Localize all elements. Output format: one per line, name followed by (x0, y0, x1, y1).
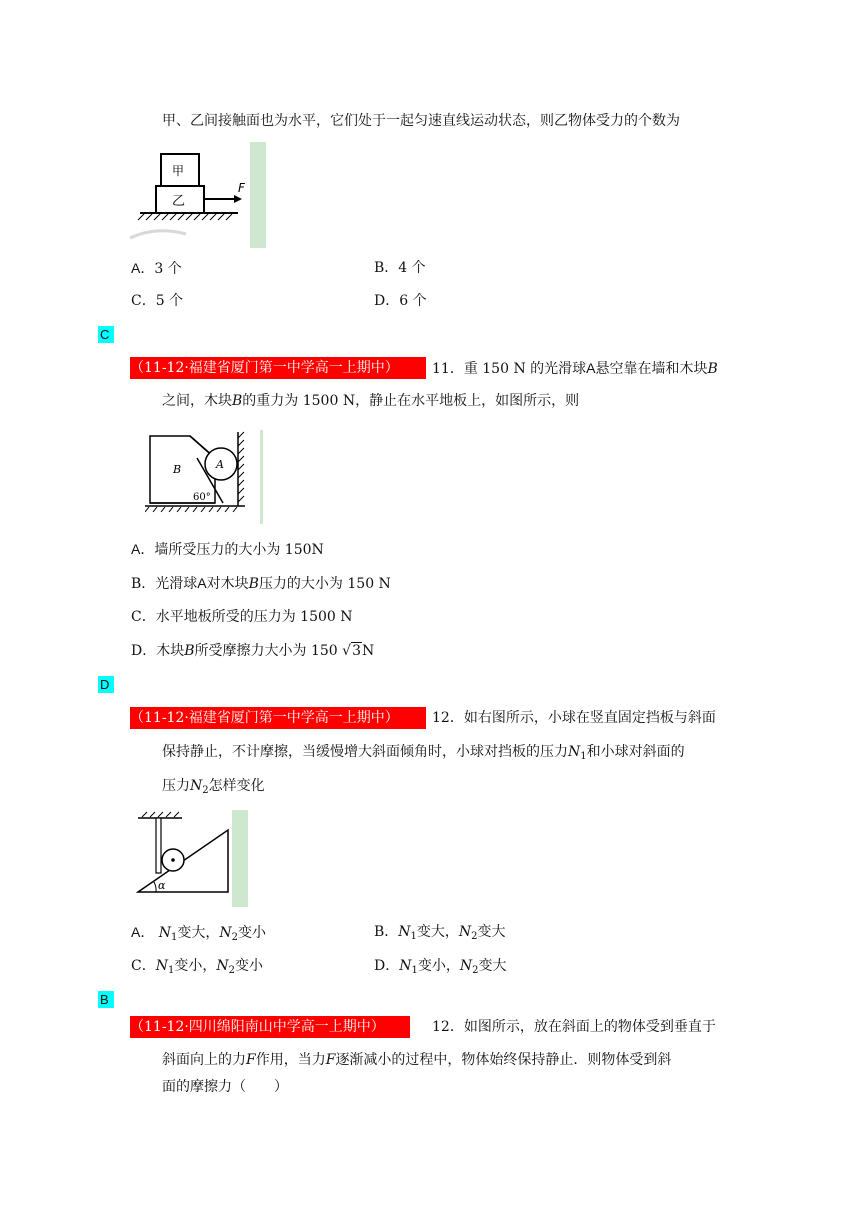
sqrt-symbol: √ (342, 643, 352, 659)
q12a-option-a: A． $N_1$变大，$N_2$变小 (131, 924, 267, 943)
q11-option-b: B．光滑球A对木块B压力的大小为 150 N (131, 575, 391, 592)
q12a-line1: 12．如右图所示，小球在竖直固定挡板与斜面 (432, 710, 716, 726)
q11-line2: 之间，木块B的重力为 1500 N，静止在水平地板上，如图所示，则 (162, 393, 580, 409)
q12a-option-d: D．$N_1$变小，$N_2$变大 (374, 958, 507, 976)
q11-source-tag: （11-12·福建省厦门第一中学高一上期中） (130, 357, 426, 379)
q12a-answer-badge: B (98, 991, 114, 1008)
label-yi: 乙 (172, 194, 186, 209)
q10-option-c: C．5 个 (131, 293, 184, 309)
q11-line1: 11．重 150 N 的光滑球A悬空靠在墙和木块B (432, 360, 718, 377)
q12b-line1: 12．如图所示，放在斜面上的物体受到垂直于 (432, 1019, 716, 1035)
q11-answer-badge: D (98, 676, 114, 693)
label-angle-60: 60° (193, 492, 211, 503)
q12a-option-c: C．$N_1$变小，$N_2$变小 (131, 958, 263, 976)
q12b-line2: 斜面向上的力F作用，当力F逐渐减小的过程中，物体始终保持静止．则物体受到斜 (162, 1052, 672, 1068)
q10-option-b: B．4 个 (374, 260, 426, 276)
q12a-line3: 压力$N_2$怎样变化 (162, 778, 265, 796)
q12b-line3: 面的摩擦力（ ） (162, 1079, 288, 1095)
q11-option-d: D．木块B所受摩擦力大小为 150 √3N (131, 643, 375, 659)
q10-option-d: D．6 个 (374, 293, 427, 309)
figure-margin-bar (250, 142, 266, 248)
figure-margin-bar (260, 430, 263, 524)
q12b-source-tag: （11-12·四川绵阳南山中学高一上期中） (130, 1016, 410, 1038)
q10-option-a: A．3 个 (131, 260, 182, 277)
label-ball-a: A (216, 458, 224, 471)
label-jia: 甲 (172, 164, 185, 178)
q12a-figure-incline-plate (134, 810, 234, 908)
figure-margin-bar (232, 810, 248, 907)
label-alpha: α (158, 879, 166, 892)
label-block-b: B (173, 463, 182, 476)
q12a-line2: 保持静止，不计摩擦，当缓慢增大斜面倾角时，小球对挡板的压力$N_1$和小球对斜面的 (162, 744, 685, 762)
q10-answer-badge: C (98, 326, 114, 343)
label-force: F (238, 181, 245, 195)
q12a-option-b: B．$N_1$变大，$N_2$变大 (374, 924, 506, 942)
q11-option-c: C．水平地板所受的压力为 1500 N (131, 609, 353, 625)
q12a-source-tag: （11-12·福建省厦门第一中学高一上期中） (130, 707, 426, 729)
q11-option-a: A．墙所受压力的大小为 150N (131, 541, 324, 558)
q11-figure-block-ball (145, 428, 260, 526)
q10-stem-line: 甲、乙间接触面也为水平，它们处于一起匀速直线运动状态，则乙物体受力的个数为 (162, 113, 680, 129)
